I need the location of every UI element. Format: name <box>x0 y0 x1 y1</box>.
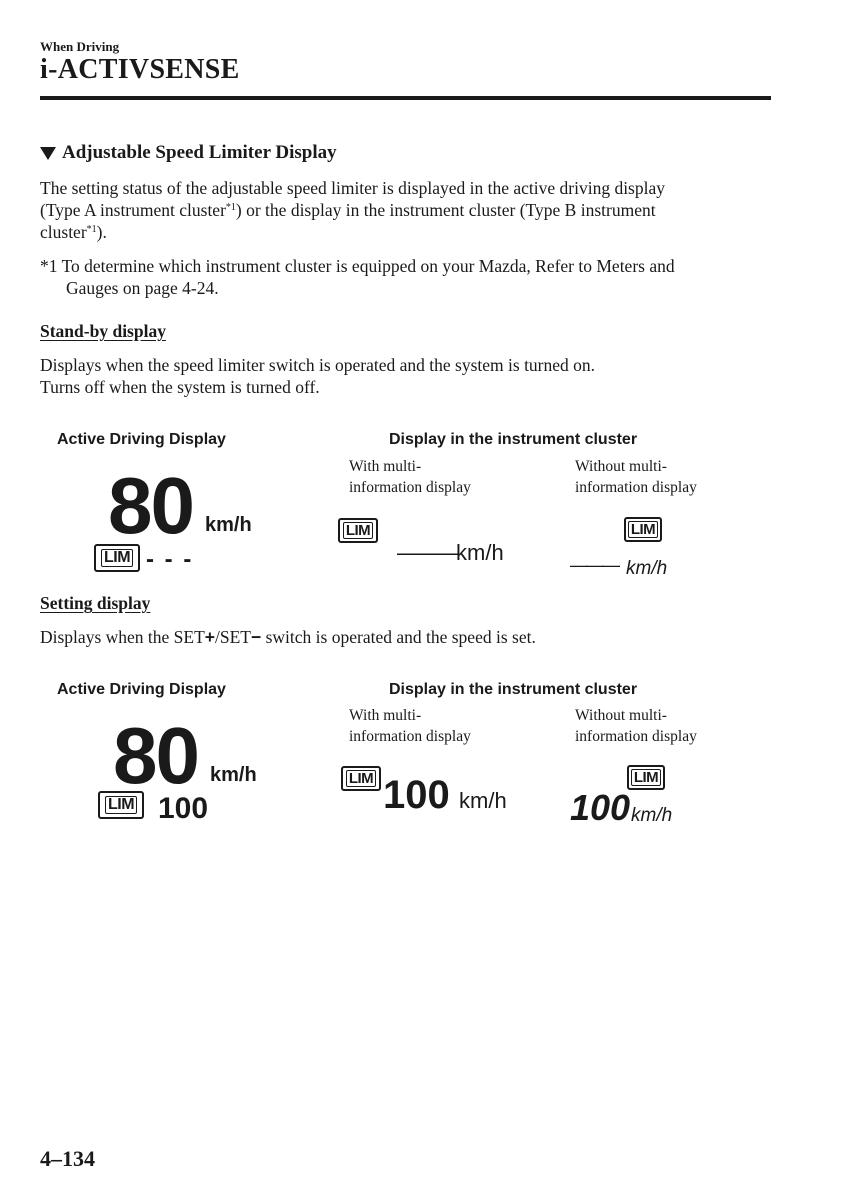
standby-heading: Stand-by display <box>40 321 166 341</box>
intro-line-3: cluster$^{*1}$). <box>40 222 107 242</box>
setting-col-cluster: Display in the instrument cluster <box>389 681 638 698</box>
setting-active-lim-badge: LIM <box>98 791 144 819</box>
standby-multi-lim-badge: LIM <box>338 518 378 543</box>
intro-line-1: The setting status of the adjustable speed limiter is displayed in the active driving display <box>40 178 666 198</box>
standby-multi-dashes: ——— <box>397 540 457 565</box>
minus-icon: − <box>251 627 262 647</box>
plus-icon: + <box>204 627 216 647</box>
setting-multi-speed: 100 <box>383 773 450 817</box>
intro-paragraph <box>40 177 780 243</box>
standby-active-dashes: - - - <box>146 546 194 573</box>
standby-active-unit: km/h <box>205 514 252 536</box>
setting-col-active: Active Driving Display <box>57 681 226 698</box>
page-number: 4–134 <box>40 1146 95 1171</box>
header-rule <box>40 96 771 100</box>
standby-description <box>40 354 780 398</box>
setting-description: Displays when the SET+/SET− switch is operated and the speed is set. <box>40 627 536 647</box>
standby-nomulti-dashes: ——— <box>570 555 618 575</box>
standby-col-cluster: Display in the instrument cluster <box>389 431 638 448</box>
setting-multi-lim-badge: LIM <box>341 766 381 791</box>
footnote-line-2: Gauges on page 4-24. <box>66 278 219 298</box>
standby-line-1: Displays when the speed limiter switch is operated and the system is turned on. <box>40 355 596 375</box>
chapter-title: i-ACTIVSENSE <box>40 54 240 85</box>
setting-with-multi-label: With multi- information display <box>349 707 471 745</box>
footnote-marker: *1 <box>40 256 58 276</box>
down-triangle-icon <box>40 147 56 160</box>
section-title: Adjustable Speed Limiter Display <box>62 142 337 163</box>
standby-line-2: Turns off when the system is turned off. <box>40 377 320 397</box>
setting-without-multi-label: Without multi- information display <box>575 707 697 745</box>
standby-multi-unit: km/h <box>456 540 504 565</box>
standby-active-speed: 80 <box>108 461 193 550</box>
standby-nomulti-lim-badge: LIM <box>624 517 662 542</box>
setting-nomulti-speed: 100 <box>570 787 631 828</box>
intro-line-2: (Type A instrument cluster$^{*1}$) or the display in the instrument cluster (Type B instrument <box>40 200 656 220</box>
standby-col-active: Active Driving Display <box>57 431 226 448</box>
standby-active-lim-badge: LIM <box>94 544 140 572</box>
footnote <box>40 255 790 299</box>
section-heading <box>40 142 337 164</box>
setting-active-set-speed: 100 <box>158 792 209 825</box>
setting-nomulti-unit: km/h <box>631 805 673 826</box>
footnote-line-1: To determine which instrument cluster is equipped on your Mazda, Refer to Meters and <box>61 256 675 276</box>
running-head: When Driving <box>40 39 120 54</box>
setting-active-speed: 80 <box>113 711 198 800</box>
setting-heading: Setting display <box>40 593 151 613</box>
standby-without-multi-label: Without multi- information display <box>575 458 697 496</box>
setting-active-unit: km/h <box>210 764 257 786</box>
standby-with-multi-label: With multi- information display <box>349 458 471 496</box>
setting-nomulti-lim-badge: LIM <box>627 765 665 790</box>
standby-nomulti-unit: km/h <box>626 558 668 579</box>
setting-multi-unit: km/h <box>459 788 507 813</box>
